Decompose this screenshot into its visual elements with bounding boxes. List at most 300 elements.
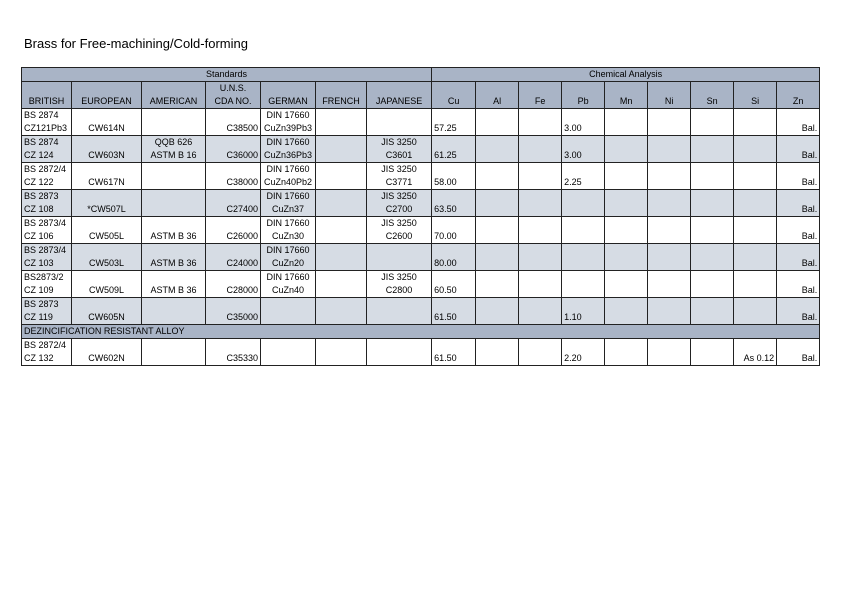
table-cell — [476, 244, 519, 258]
table-cell — [72, 136, 142, 150]
table-cell — [562, 217, 605, 231]
table-cell — [142, 311, 206, 325]
table-cell — [691, 163, 734, 177]
table-cell: C35330 — [206, 352, 261, 366]
table-cell — [691, 298, 734, 312]
table-cell — [476, 109, 519, 123]
table-cell — [777, 298, 820, 312]
table-cell — [476, 257, 519, 271]
table-cell — [648, 149, 691, 163]
column-header: JAPANESE — [367, 95, 432, 109]
table-cell: C36000 — [206, 149, 261, 163]
table-row — [22, 190, 820, 204]
table-cell: ASTM B 36 — [142, 257, 206, 271]
table-cell — [476, 339, 519, 353]
table-cell — [72, 163, 142, 177]
table-cell — [691, 149, 734, 163]
table-cell — [648, 339, 691, 353]
table-cell: 60.50 — [432, 284, 476, 298]
table-cell: BS 2873/4 — [22, 217, 72, 231]
table-cell: QQB 626 — [142, 136, 206, 150]
table-cell — [476, 149, 519, 163]
table-cell — [432, 217, 476, 231]
table-cell — [605, 136, 648, 150]
column-header: BRITISH — [22, 95, 72, 109]
table-cell: CZ 119 — [22, 311, 72, 325]
table-cell: C2700 — [367, 203, 432, 217]
column-header: CDA NO. — [206, 95, 261, 109]
table-cell — [562, 190, 605, 204]
table-cell: 2.25 — [562, 176, 605, 190]
table-cell — [691, 122, 734, 136]
table-cell — [72, 109, 142, 123]
table-cell — [72, 217, 142, 231]
table-cell: DIN 17660 — [261, 190, 316, 204]
table-cell — [734, 136, 777, 150]
table-cell — [142, 109, 206, 123]
table-cell: CW602N — [72, 352, 142, 366]
table-cell — [691, 203, 734, 217]
table-cell: CZ 132 — [22, 352, 72, 366]
table-cell — [519, 217, 562, 231]
table-cell — [142, 190, 206, 204]
table-cell — [605, 244, 648, 258]
table-cell — [72, 244, 142, 258]
table-cell: C3601 — [367, 149, 432, 163]
table-cell — [476, 298, 519, 312]
uns-header: U.N.S. — [206, 82, 261, 96]
table-cell — [316, 190, 367, 204]
table-cell — [734, 271, 777, 285]
table-cell — [519, 190, 562, 204]
table-cell — [648, 311, 691, 325]
column-header: Mn — [605, 95, 648, 109]
table-cell: Bal. — [777, 352, 820, 366]
table-cell: 61.50 — [432, 311, 476, 325]
table-cell: *CW507L — [72, 203, 142, 217]
table-cell — [316, 203, 367, 217]
table-cell — [367, 311, 432, 325]
table-cell — [648, 176, 691, 190]
table-cell — [605, 284, 648, 298]
table-cell — [605, 257, 648, 271]
table-cell — [206, 136, 261, 150]
table-cell — [691, 271, 734, 285]
table-cell — [206, 298, 261, 312]
table-cell — [432, 109, 476, 123]
table-cell — [206, 271, 261, 285]
table-cell: CW503L — [72, 257, 142, 271]
table-cell — [206, 244, 261, 258]
table-cell: 3.00 — [562, 122, 605, 136]
table-cell — [605, 311, 648, 325]
table-cell: BS 2873 — [22, 298, 72, 312]
table-cell — [648, 244, 691, 258]
table-cell — [432, 163, 476, 177]
table-cell — [432, 298, 476, 312]
table-cell — [605, 230, 648, 244]
table-cell — [142, 163, 206, 177]
column-header: Fe — [519, 95, 562, 109]
table-cell — [316, 284, 367, 298]
table-cell — [316, 311, 367, 325]
table-cell — [476, 190, 519, 204]
table-cell — [432, 136, 476, 150]
table-cell — [367, 257, 432, 271]
table-cell: Bal. — [777, 203, 820, 217]
table-cell — [648, 352, 691, 366]
table-cell — [367, 352, 432, 366]
table-cell — [562, 298, 605, 312]
table-cell — [648, 190, 691, 204]
table-cell — [605, 339, 648, 353]
table-cell — [316, 352, 367, 366]
table-cell — [691, 176, 734, 190]
table-cell — [432, 190, 476, 204]
table-cell: 57.25 — [432, 122, 476, 136]
table-cell — [691, 352, 734, 366]
table-row — [22, 352, 820, 366]
table-cell: JIS 3250 — [367, 217, 432, 231]
table-cell: CZ 106 — [22, 230, 72, 244]
table-row — [22, 311, 820, 325]
table-cell: CW617N — [72, 176, 142, 190]
table-cell — [519, 339, 562, 353]
table-cell: BS2873/2 — [22, 271, 72, 285]
table-cell: DIN 17660 — [261, 244, 316, 258]
table-cell — [519, 176, 562, 190]
table-cell — [691, 244, 734, 258]
table-cell: Bal. — [777, 284, 820, 298]
table-row — [22, 257, 820, 271]
table-cell: CW603N — [72, 149, 142, 163]
table-cell — [562, 136, 605, 150]
table-cell: CuZn20 — [261, 257, 316, 271]
table-cell — [142, 298, 206, 312]
table-cell — [367, 109, 432, 123]
table-cell — [691, 190, 734, 204]
table-cell: CW614N — [72, 122, 142, 136]
table-cell — [648, 271, 691, 285]
brass-spec-table — [21, 67, 820, 366]
table-cell — [316, 244, 367, 258]
table-cell — [605, 163, 648, 177]
standards-header: Standards — [22, 68, 432, 82]
table-cell — [734, 244, 777, 258]
table-cell: BS 2872/4 — [22, 339, 72, 353]
table-cell — [316, 257, 367, 271]
table-cell — [691, 257, 734, 271]
table-cell — [432, 244, 476, 258]
table-cell: CZ 122 — [22, 176, 72, 190]
table-cell — [648, 284, 691, 298]
table-cell — [316, 109, 367, 123]
table-cell — [691, 339, 734, 353]
table-cell: C35000 — [206, 311, 261, 325]
table-cell — [562, 244, 605, 258]
table-cell — [605, 176, 648, 190]
table-cell: CZ 103 — [22, 257, 72, 271]
table-cell — [605, 190, 648, 204]
column-header: Si — [734, 95, 777, 109]
table-row — [22, 284, 820, 298]
table-cell — [142, 203, 206, 217]
table-cell — [142, 244, 206, 258]
table-row — [22, 136, 820, 150]
table-cell: Bal. — [777, 230, 820, 244]
column-header: Zn — [777, 95, 820, 109]
table-cell: DIN 17660 — [261, 163, 316, 177]
table-cell: CZ 109 — [22, 284, 72, 298]
table-cell — [519, 298, 562, 312]
table-row — [22, 203, 820, 217]
table-cell: As 0.12 — [734, 352, 777, 366]
table-cell — [316, 217, 367, 231]
table-cell: C27400 — [206, 203, 261, 217]
table-cell — [691, 217, 734, 231]
table-cell: Bal. — [777, 257, 820, 271]
table-cell: DIN 17660 — [261, 136, 316, 150]
table-cell — [316, 122, 367, 136]
table-row — [22, 298, 820, 312]
table-cell — [691, 284, 734, 298]
table-cell: CW505L — [72, 230, 142, 244]
table-cell: Bal. — [777, 176, 820, 190]
table-cell — [476, 176, 519, 190]
table-cell — [605, 203, 648, 217]
table-cell — [316, 149, 367, 163]
table-cell: ASTM B 16 — [142, 149, 206, 163]
table-cell — [691, 109, 734, 123]
table-cell: C3771 — [367, 176, 432, 190]
table-cell — [648, 257, 691, 271]
table-cell — [316, 339, 367, 353]
table-cell — [519, 230, 562, 244]
table-cell: DIN 17660 — [261, 109, 316, 123]
table-cell — [648, 203, 691, 217]
table-cell — [519, 257, 562, 271]
table-cell — [519, 136, 562, 150]
table-cell: BS 2873/4 — [22, 244, 72, 258]
chemical-analysis-header: Chemical Analysis — [432, 68, 820, 82]
table-cell — [519, 149, 562, 163]
table-cell — [476, 284, 519, 298]
table-cell — [648, 109, 691, 123]
table-cell: CZ 108 — [22, 203, 72, 217]
table-cell — [476, 203, 519, 217]
table-cell: C38000 — [206, 176, 261, 190]
table-cell — [734, 109, 777, 123]
table-cell: BS 2874 — [22, 136, 72, 150]
table-cell — [777, 271, 820, 285]
table-cell — [316, 230, 367, 244]
table-cell — [206, 190, 261, 204]
table-cell — [432, 339, 476, 353]
table-cell — [206, 109, 261, 123]
table-cell: BS 2873 — [22, 190, 72, 204]
table-cell: 61.25 — [432, 149, 476, 163]
table-row — [22, 230, 820, 244]
table-cell: Bal. — [777, 311, 820, 325]
table-cell: JIS 3250 — [367, 190, 432, 204]
table-cell — [519, 122, 562, 136]
table-cell — [734, 163, 777, 177]
table-cell — [605, 122, 648, 136]
table-cell: CuZn37 — [261, 203, 316, 217]
table-cell — [367, 122, 432, 136]
table-cell — [432, 271, 476, 285]
table-cell — [734, 230, 777, 244]
table-cell — [476, 136, 519, 150]
table-cell — [734, 149, 777, 163]
table-cell — [206, 217, 261, 231]
table-cell — [691, 136, 734, 150]
table-cell — [72, 271, 142, 285]
table-cell — [605, 298, 648, 312]
table-cell: Bal. — [777, 149, 820, 163]
table-cell: DIN 17660 — [261, 271, 316, 285]
table-cell: CZ 124 — [22, 149, 72, 163]
table-cell — [476, 163, 519, 177]
table-cell — [691, 230, 734, 244]
table-cell — [648, 163, 691, 177]
table-cell: C2600 — [367, 230, 432, 244]
table-cell: CuZn40 — [261, 284, 316, 298]
table-cell — [261, 352, 316, 366]
table-cell — [142, 122, 206, 136]
table-cell — [734, 311, 777, 325]
table-cell — [261, 339, 316, 353]
table-cell — [72, 190, 142, 204]
table-cell — [316, 176, 367, 190]
table-cell — [734, 257, 777, 271]
table-cell — [648, 230, 691, 244]
table-cell: BS 2874 — [22, 109, 72, 123]
table-cell — [734, 298, 777, 312]
table-cell: 2.20 — [562, 352, 605, 366]
table-row — [22, 271, 820, 285]
table-cell: JIS 3250 — [367, 271, 432, 285]
table-cell — [605, 217, 648, 231]
table-row — [22, 149, 820, 163]
table-cell — [562, 230, 605, 244]
table-cell — [734, 190, 777, 204]
table-cell — [734, 203, 777, 217]
table-cell: CuZn40Pb2 — [261, 176, 316, 190]
table-cell — [605, 352, 648, 366]
table-cell — [777, 109, 820, 123]
table-cell: C38500 — [206, 122, 261, 136]
table-cell — [476, 217, 519, 231]
table-cell: CW605N — [72, 311, 142, 325]
table-cell — [777, 217, 820, 231]
table-row — [22, 163, 820, 177]
table-cell — [605, 271, 648, 285]
table-row — [22, 244, 820, 258]
table-cell: 63.50 — [432, 203, 476, 217]
table-cell: 80.00 — [432, 257, 476, 271]
table-cell — [261, 298, 316, 312]
column-header: Cu — [432, 95, 476, 109]
table-cell: JIS 3250 — [367, 136, 432, 150]
table-cell: CuZn39Pb3 — [261, 122, 316, 136]
table-cell — [648, 122, 691, 136]
table-cell — [519, 244, 562, 258]
table-cell — [72, 339, 142, 353]
table-cell — [605, 149, 648, 163]
column-header: Al — [476, 95, 519, 109]
table-cell — [519, 109, 562, 123]
table-cell — [562, 257, 605, 271]
table-row — [22, 176, 820, 190]
table-cell — [562, 284, 605, 298]
table-cell — [605, 109, 648, 123]
table-cell — [476, 271, 519, 285]
column-header: Ni — [648, 95, 691, 109]
table-cell — [142, 352, 206, 366]
table-cell: 58.00 — [432, 176, 476, 190]
table-cell — [476, 311, 519, 325]
table-row — [22, 339, 820, 353]
table-cell: Bal. — [777, 122, 820, 136]
table-cell — [142, 176, 206, 190]
column-header: AMERICAN — [142, 95, 206, 109]
column-header: EUROPEAN — [72, 95, 142, 109]
table-cell — [562, 109, 605, 123]
table-cell: C26000 — [206, 230, 261, 244]
table-cell — [777, 136, 820, 150]
table-cell: ASTM B 36 — [142, 284, 206, 298]
table-cell — [562, 163, 605, 177]
column-header: Sn — [691, 95, 734, 109]
section-label: DEZINCIFICATION RESISTANT ALLOY — [22, 325, 820, 339]
table-cell — [777, 244, 820, 258]
table-cell — [691, 311, 734, 325]
table-cell: JIS 3250 — [367, 163, 432, 177]
table-cell — [72, 298, 142, 312]
table-cell — [519, 311, 562, 325]
table-cell — [476, 352, 519, 366]
section-row — [22, 325, 820, 339]
table-cell — [519, 284, 562, 298]
table-cell — [142, 339, 206, 353]
table-cell: 3.00 — [562, 149, 605, 163]
page-title: Brass for Free-machining/Cold-forming — [24, 36, 248, 51]
table-cell — [734, 217, 777, 231]
table-cell: C28000 — [206, 284, 261, 298]
table-cell — [648, 136, 691, 150]
table-cell — [316, 271, 367, 285]
table-cell: C2800 — [367, 284, 432, 298]
table-cell — [519, 163, 562, 177]
table-cell — [519, 203, 562, 217]
table-cell — [367, 244, 432, 258]
table-cell — [777, 163, 820, 177]
table-cell — [734, 339, 777, 353]
table-cell — [261, 311, 316, 325]
table-cell: 61.50 — [432, 352, 476, 366]
table-row — [22, 217, 820, 231]
table-cell — [734, 122, 777, 136]
table-cell — [316, 136, 367, 150]
table-cell — [562, 271, 605, 285]
table-cell — [777, 190, 820, 204]
table-cell — [316, 298, 367, 312]
table-cell: DIN 17660 — [261, 217, 316, 231]
table-cell — [206, 163, 261, 177]
table-cell — [648, 217, 691, 231]
table-cell — [142, 271, 206, 285]
